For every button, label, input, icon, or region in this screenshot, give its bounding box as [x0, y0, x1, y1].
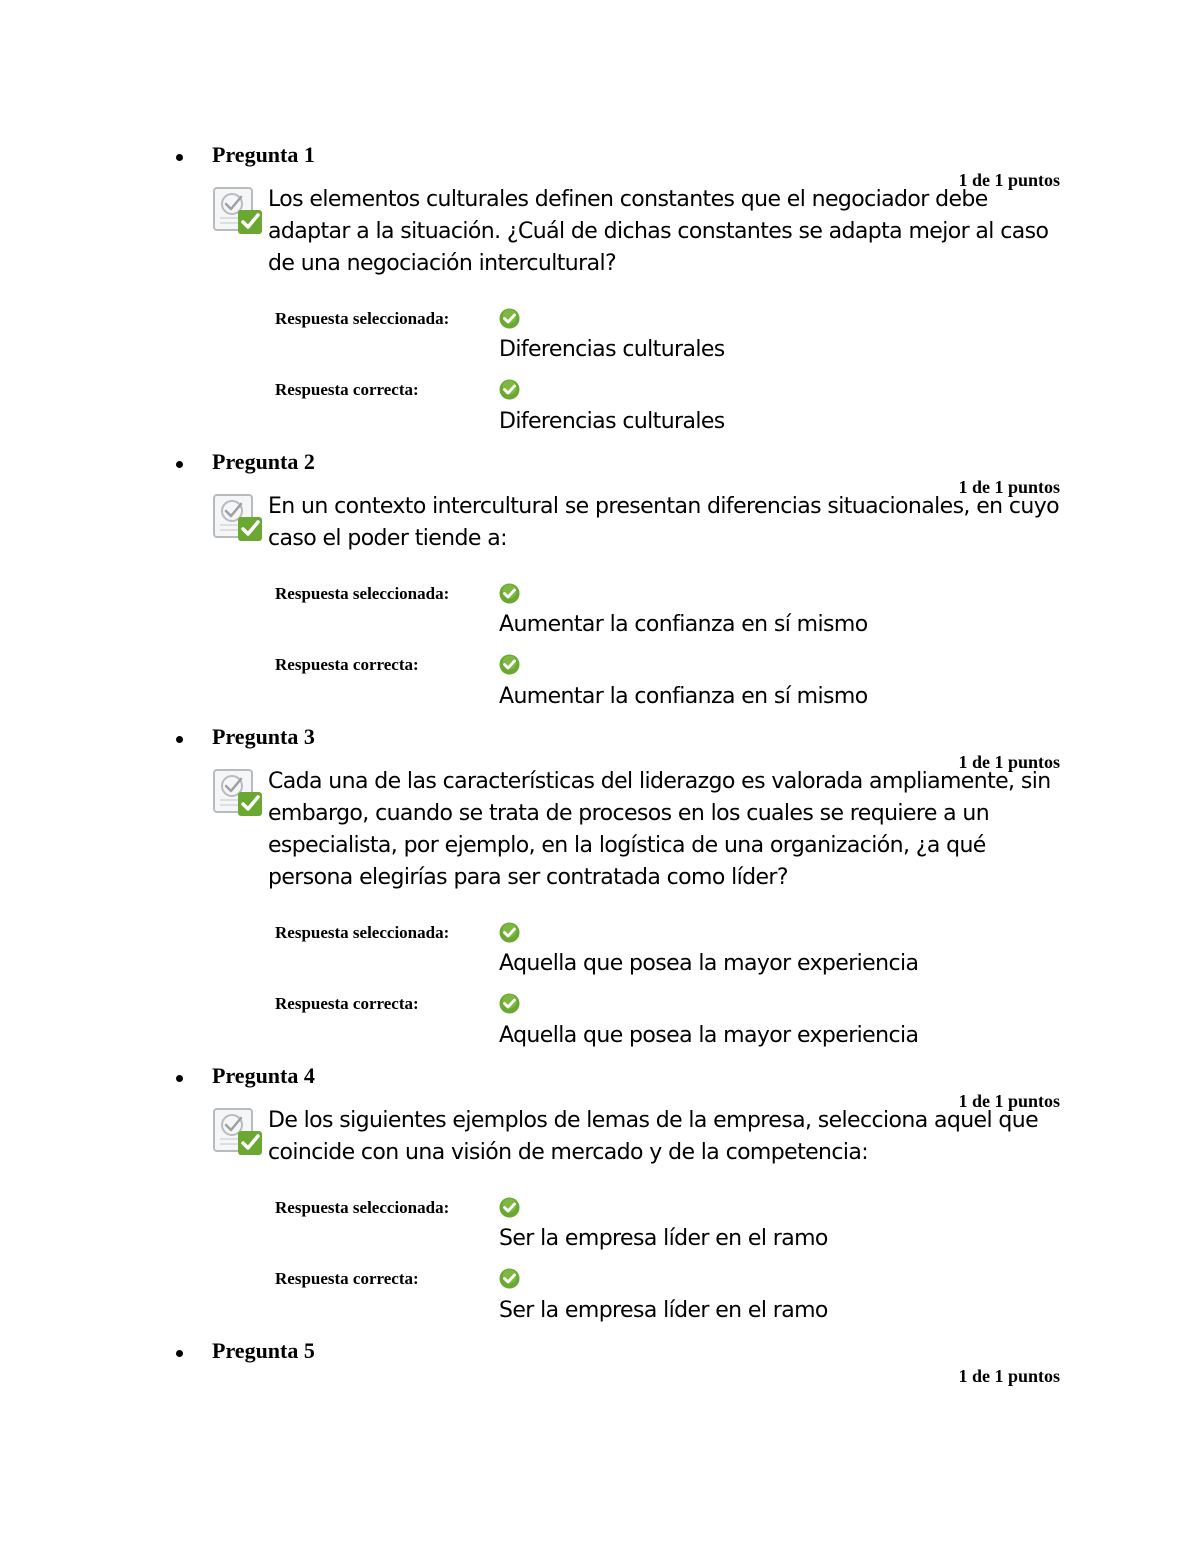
question-1 [0, 140, 1200, 440]
question-title: Pregunta 4 [212, 1063, 315, 1088]
graded-correct-icon [212, 186, 264, 236]
question-points: 1 de 1 puntos [958, 1091, 1060, 1111]
selected-answer-label: Respuesta seleccionada: [275, 584, 450, 603]
question-points: 1 de 1 puntos [958, 170, 1060, 190]
check-circle-icon [499, 1197, 520, 1218]
question-text: De los siguientes ejemplos de lemas de la empresa, selecciona aquel que coincide con una visión de mercado y de la competencia: [268, 1108, 1039, 1165]
bullet-icon [176, 736, 183, 743]
question-text: En un contexto intercultural se presentan diferencias situacionales, en cuyo caso el poder tiende a: [268, 494, 1060, 551]
graded-correct-icon [212, 493, 264, 543]
selected-answer-label: Respuesta seleccionada: [275, 923, 450, 942]
selected-answer-value: Diferencias culturales [499, 337, 725, 362]
bullet-icon [176, 154, 183, 161]
selected-answer-label: Respuesta seleccionada: [275, 1198, 450, 1217]
correct-answer-value: Aumentar la confianza en sí mismo [499, 684, 868, 709]
selected-answer-label: Respuesta seleccionada: [275, 309, 450, 328]
check-circle-icon [499, 922, 520, 943]
check-circle-icon [499, 583, 520, 604]
correct-answer-label: Respuesta correcta: [275, 380, 419, 399]
question-title: Pregunta 5 [212, 1338, 315, 1363]
graded-correct-icon [212, 1107, 264, 1157]
graded-correct-icon [212, 768, 264, 818]
correct-answer-value: Ser la empresa líder en el ramo [499, 1298, 828, 1323]
check-circle-icon [499, 654, 520, 675]
check-circle-icon [499, 1268, 520, 1289]
question-4 [0, 1061, 1200, 1331]
question-5 [0, 1336, 1200, 1396]
question-title: Pregunta 2 [212, 449, 315, 474]
question-text: Cada una de las características del liderazgo es valorada ampliamente, sin embargo, cuando se trata de procesos en los cuales se requiere a un especialista, por ejemplo, en la logística de una organización, ¿a qué persona elegirías para ser contratada como líder? [268, 769, 1051, 890]
question-points: 1 de 1 puntos [958, 752, 1060, 772]
bullet-icon [176, 1350, 183, 1357]
correct-answer-label: Respuesta correcta: [275, 1269, 419, 1288]
bullet-icon [176, 1075, 183, 1082]
selected-answer-value: Aquella que posea la mayor experiencia [499, 951, 919, 976]
check-circle-icon [499, 379, 520, 400]
question-points: 1 de 1 puntos [958, 477, 1060, 497]
correct-answer-label: Respuesta correcta: [275, 994, 419, 1013]
correct-answer-label: Respuesta correcta: [275, 655, 419, 674]
correct-answer-value: Aquella que posea la mayor experiencia [499, 1023, 919, 1048]
correct-answer-value: Diferencias culturales [499, 409, 725, 434]
question-text: Los elementos culturales definen constantes que el negociador debe adaptar a la situación. ¿Cuál de dichas constantes se adapta mejor al caso de una negociación intercultural? [268, 187, 1049, 276]
selected-answer-value: Aumentar la confianza en sí mismo [499, 612, 868, 637]
bullet-icon [176, 461, 183, 468]
check-circle-icon [499, 308, 520, 329]
selected-answer-value: Ser la empresa líder en el ramo [499, 1226, 828, 1251]
question-points: 1 de 1 puntos [958, 1366, 1060, 1386]
question-2 [0, 447, 1200, 717]
question-title: Pregunta 3 [212, 724, 315, 749]
question-title: Pregunta 1 [212, 142, 315, 167]
check-circle-icon [499, 993, 520, 1014]
question-3 [0, 722, 1200, 1057]
